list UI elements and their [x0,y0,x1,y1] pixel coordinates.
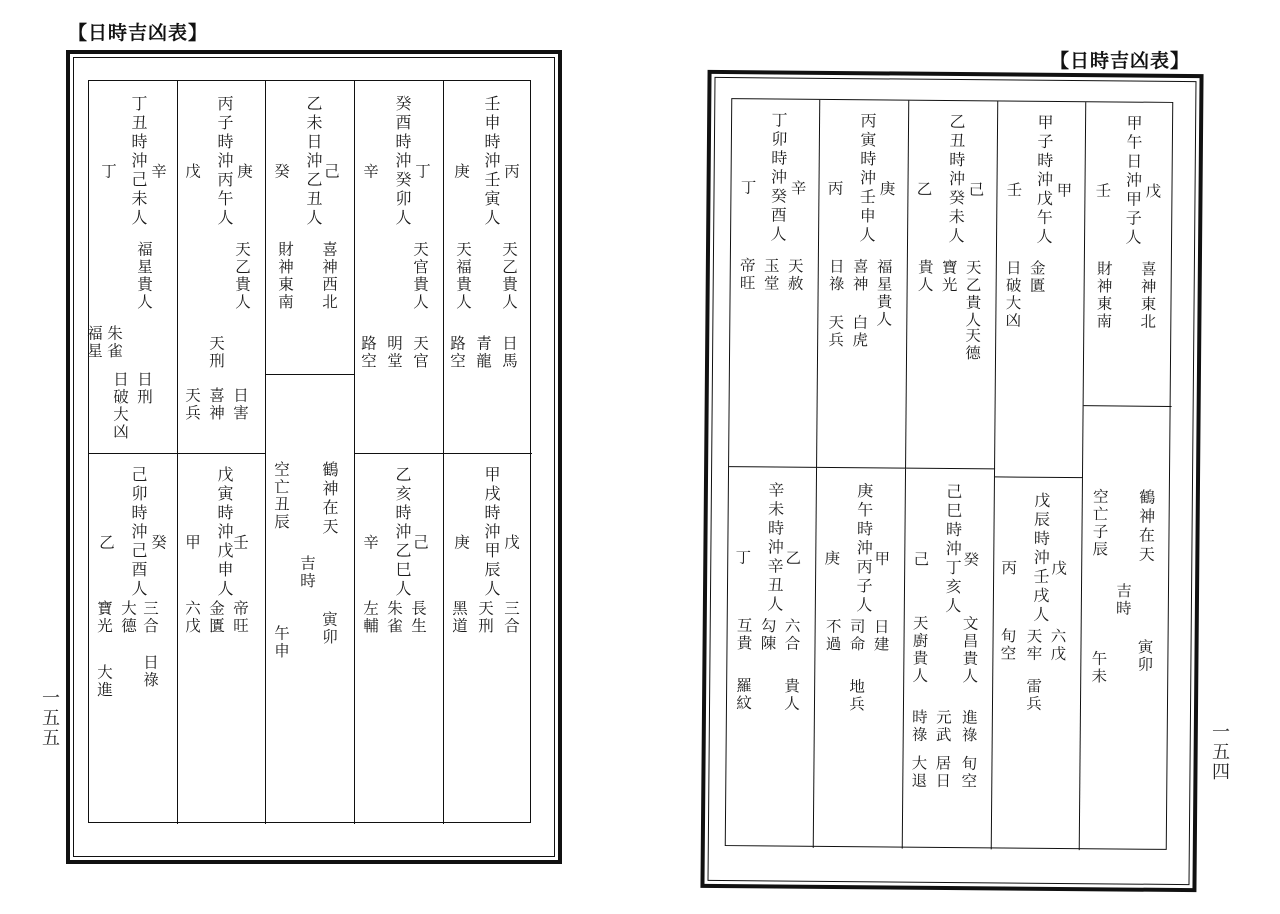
deity-text: 日馬 [500,335,518,370]
stem-text: 乙 [783,549,802,568]
deity-text: 三合 [502,600,520,635]
right-cell-2-top [817,100,909,469]
hour-clash-text: 戊辰時沖壬戌人 [1030,491,1051,625]
deity-text: 文昌貴人 [960,615,979,686]
right-cell-5-top [1084,102,1175,407]
direction-text: 財神東南 [276,241,294,311]
deity-text: 羅紋 [733,677,753,713]
deity-text: 天廚貴人 [910,614,929,685]
deity-text: 左輔 [361,600,379,635]
left-cell-2-top [178,81,266,454]
left-cell-4-top [355,81,444,454]
left-cell-3-top [266,81,355,375]
deity-text: 日破大凶 [111,371,129,441]
deity-text: 寶光 [95,600,113,635]
deity-text: 天牢 [1024,627,1043,663]
stem-text: 庚 [452,534,470,552]
deity-text: 大德 [119,600,137,635]
deity-text: 六戊 [1048,627,1067,664]
deity-text: 勾陳 [758,617,777,653]
deity-text: 大退 [909,754,928,790]
deity-text: 日祿 [141,654,159,689]
stem-text: 辛 [361,163,379,181]
right-cell-3-bottom [903,469,995,850]
deity-text: 帝旺 [231,600,249,635]
deity-text: 明堂 [385,335,403,370]
left-cell-3-bottom [266,375,355,824]
hour-clash-text: 甲子時沖戊午人 [1033,113,1055,247]
deity-text: 天刑 [207,335,225,370]
deity-text: 元武 [933,708,952,745]
deity-text: 朱雀 [385,600,403,635]
right-column-3 [903,101,999,848]
deity-text: 日害 [231,387,249,422]
day-clash-text: 乙未日沖乙丑人 [304,95,323,228]
left-page-title: 【日時吉凶表】 [68,22,209,44]
deity-text: 貴人 [915,258,934,294]
stem-text: 壬 [1004,181,1023,200]
crane-god-text: 鶴神在天 [320,461,339,537]
hour-clash-text: 壬申時沖壬寅人 [482,95,501,228]
right-table [725,98,1174,850]
deity-text: 日破大凶 [1003,259,1022,330]
deity-text: 天兵 [826,313,845,350]
right-column-1 [726,99,821,846]
stem-text: 庚 [877,180,896,199]
deity-text: 白虎 [850,314,869,350]
deity-text: 互貴 [734,617,753,653]
hour-clash-text: 戊寅時沖戊申人 [215,466,234,599]
stem-text: 戊 [502,534,520,552]
deity-text: 貴人 [781,677,801,713]
left-cell-4-bottom [355,454,444,824]
right-column-5 [1080,102,1175,849]
right-cell-1-top [729,99,820,468]
hour-clash-text: 乙亥時沖乙巳人 [393,466,412,599]
left-column-5 [444,81,532,822]
deity-text: 地兵 [846,678,866,714]
stem-text: 丁 [738,179,757,197]
void-text: 空亡丑辰 [272,461,290,531]
stem-text: 甲 [872,550,891,568]
stem-text: 壬 [1093,182,1112,200]
stem-text: 癸 [961,551,980,569]
deity-text: 日建 [871,618,890,654]
deity-text: 天赦 [785,257,804,293]
hour-clash-text: 丁卯時沖癸酉人 [767,111,789,245]
hour-clash-text: 己卯時沖己酉人 [129,466,148,599]
stem-text: 辛 [149,163,167,181]
lucky-hour-label: 吉時 [1113,582,1133,618]
deity-text: 六合 [782,617,801,653]
stem-text: 庚 [235,163,253,181]
deity-text: 喜神 [207,387,225,422]
deity-text: 不過 [823,617,842,654]
deity-text: 旬空 [959,755,978,791]
deity-text: 福星貴人 [135,241,153,311]
hour-clash-text: 癸酉時沖癸卯人 [393,95,412,228]
right-cell-3-top [906,101,998,470]
right-cell-4-top [995,101,1086,478]
deity-text: 天乙貴人 [500,241,518,311]
right-cell-1-bottom [726,467,817,848]
stem-text: 癸 [272,163,290,181]
deity-text: 六戊 [183,600,201,635]
left-table [85,80,531,823]
right-column-4 [992,101,1087,848]
hour-clash-text: 乙丑時沖癸未人 [945,112,967,247]
left-cell-1-top [85,81,178,454]
hour-clash-text: 己巳時沖丁亥人 [942,482,963,617]
deity-text: 福星貴人 [874,258,893,329]
deity-text: 福星 [85,325,103,360]
deity-text: 青龍 [474,335,492,370]
deity-text: 路空 [448,335,466,370]
deity-text: 玉堂 [761,257,780,293]
direction-text: 喜神東北 [1138,260,1157,331]
lucky-hour-text: 午申 [272,625,290,660]
direction-text: 財神東南 [1094,260,1113,331]
hour-clash-text: 丙寅時沖壬申人 [856,112,878,246]
deity-text: 長生 [409,600,427,635]
stem-text: 甲 [1054,181,1073,200]
hour-clash-text: 丙子時沖丙午人 [215,95,234,228]
deity-text: 天刑 [476,600,494,635]
deity-text: 寶光 [939,258,958,295]
deity-text: 天乙貴人 [963,259,982,330]
lucky-hour-label: 吉時 [298,555,316,590]
left-page-number: 一五五 [39,688,60,748]
stem-text: 己 [911,550,930,569]
deity-text: 天官 [411,335,429,370]
stem-text: 乙 [97,534,115,552]
left-cell-5-top [444,81,532,454]
stem-text: 丁 [733,549,752,567]
deity-text: 雷兵 [1023,677,1043,713]
stem-text: 庚 [452,163,470,181]
lucky-hour-text: 午未 [1089,650,1108,686]
deity-text: 進祿 [959,709,978,745]
left-cell-5-bottom [444,454,532,824]
left-column-3 [266,81,355,822]
left-cell-2-bottom [178,454,266,824]
hour-clash-text: 辛未時沖辛丑人 [764,481,785,615]
stem-text: 己 [966,181,985,199]
stem-text: 壬 [231,534,249,552]
deity-text: 黑道 [450,600,468,635]
deity-text: 大進 [95,664,113,699]
left-cell-1-bottom [89,454,178,824]
deity-text: 旬空 [998,627,1017,663]
deity-text: 天官貴人 [411,241,429,311]
day-clash-text: 甲午日沖甲子人 [1122,114,1144,248]
deity-text: 日刑 [135,371,153,406]
hour-clash-text: 庚午時沖丙子人 [853,482,874,616]
deity-text: 喜神 [850,258,869,294]
hour-clash-text: 甲戌時沖甲辰人 [482,466,501,599]
deity-text: 金匱 [1027,259,1046,295]
stem-text: 戊 [1143,182,1162,201]
hour-clash-text: 丁丑時沖己未人 [129,95,148,228]
left-column-2 [178,81,266,822]
deity-text: 天福貴人 [454,241,472,311]
stem-text: 辛 [361,534,379,552]
left-column-1 [85,81,178,822]
deity-text: 日祿 [826,257,845,294]
deity-text: 朱雀 [105,325,123,360]
stem-text: 丁 [413,163,431,181]
right-cell-4-bottom [992,477,1083,850]
stem-text: 戊 [183,163,201,181]
stem-text: 丙 [999,559,1018,578]
void-text: 空亡子辰 [1090,488,1109,559]
deity-text: 路空 [359,335,377,370]
stem-text: 己 [322,163,340,181]
deity-text: 天兵 [183,387,201,422]
left-column-4 [355,81,444,822]
deity-text: 天德 [962,327,982,363]
lucky-hour-text: 寅卯 [1135,638,1154,674]
right-cell-5-bottom [1080,406,1172,851]
crane-god-text: 鶴神在天 [1136,488,1156,565]
deity-text: 司命 [847,618,866,654]
stem-text: 庚 [822,549,841,568]
stem-text: 己 [411,534,429,552]
stem-text: 丙 [502,163,520,181]
lucky-hour-text: 寅卯 [320,611,338,646]
deity-text: 時祿 [909,708,928,744]
right-page-title: 【日時吉凶表】 [1050,50,1191,72]
direction-text: 喜神西北 [320,241,338,311]
deity-text: 金匱 [207,600,225,635]
stem-text: 戊 [1049,559,1068,578]
stem-text: 丙 [825,179,844,198]
right-page-number: 一五四 [1209,722,1230,782]
stem-text: 癸 [149,534,167,552]
stem-text: 甲 [183,534,201,552]
stem-text: 丁 [99,163,117,181]
deity-text: 帝旺 [737,257,756,293]
deity-text: 天乙貴人 [233,241,251,311]
deity-text: 三合 [141,600,159,635]
right-column-2 [814,100,910,847]
deity-text: 居日 [933,754,952,791]
stem-text: 辛 [788,179,807,198]
stem-text: 乙 [914,180,933,199]
right-cell-2-bottom [814,468,906,849]
